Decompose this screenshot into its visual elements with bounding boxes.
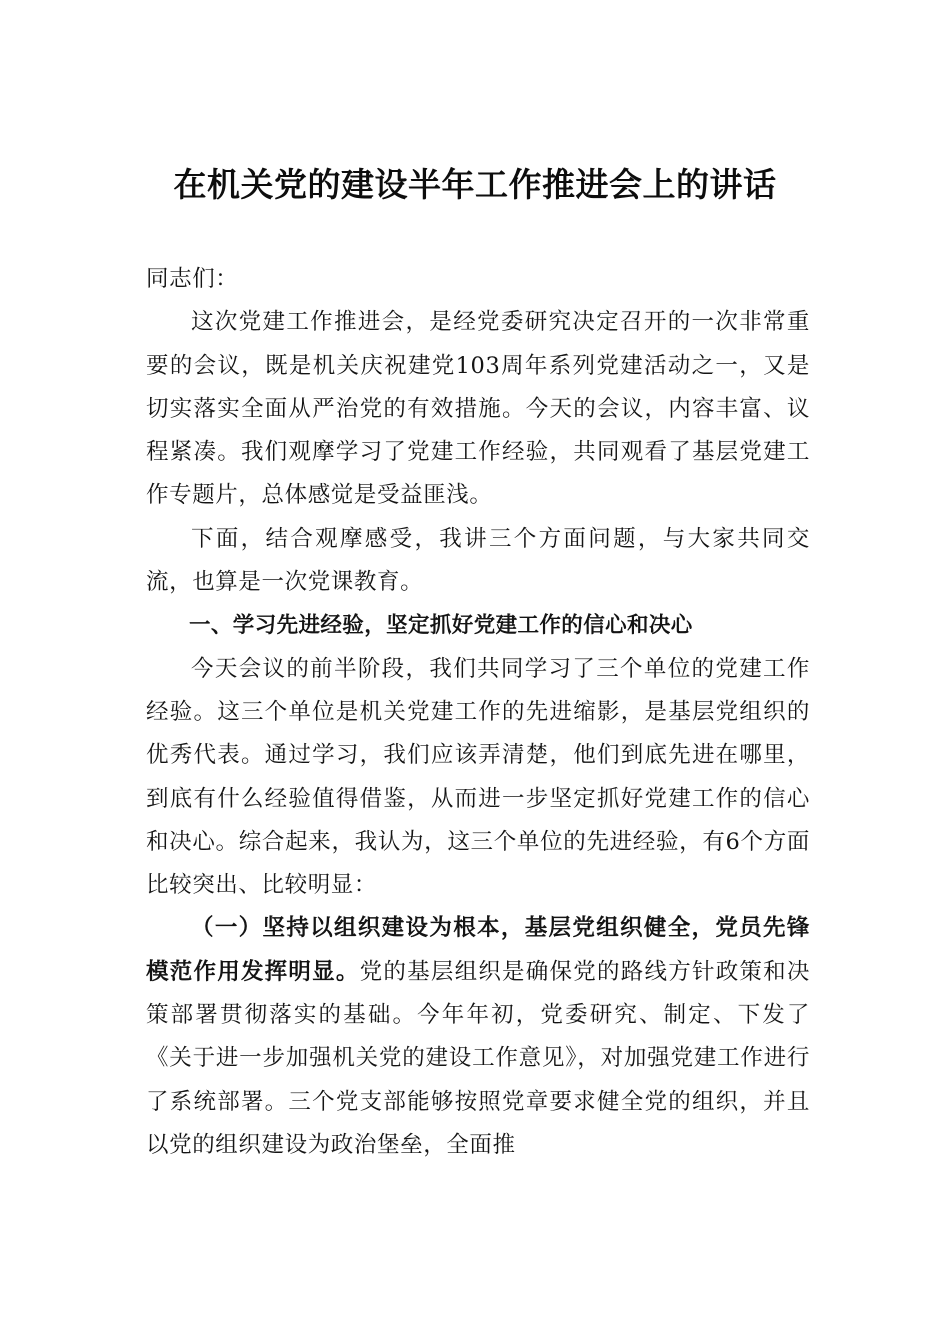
page-title: 在机关党的建设半年工作推进会上的讲话 (173, 165, 777, 204)
salutation: 同志们： (146, 266, 239, 292)
paragraph-organization-text: 党的基层组织是确保党的路线方针政策和决策部署贯彻落实的基础。今年年初，党委研究、制定、下发了《关于进一步加强机关党的建设工作意见》，对加强党建工作进行了系统部署。三个党支部能够按照党章要求健全党的组织，并且以党的组织建设为政治堡垒，全面推 (146, 958, 810, 1158)
sub-heading-1: （一）坚持以组织建设为根本，基层党组织健全，党员先锋模范作用发挥明显。 (146, 915, 810, 985)
paragraph-intro: 这次党建工作推进会，是经党委研究决定召开的一次非常重要的会议，既是机关庆祝建党103周年系列党建活动之一，又是切实落实全面从严治党的有效措施。今天的会议，内容丰富、议程紧凑。我们观摩学习了党建工作经验，共同观看了基层党建工作专题片，总体感觉是受益匪浅。 (146, 309, 810, 509)
paragraph-experience: 今天会议的前半阶段，我们共同学习了三个单位的党建工作经验。这三个单位是机关党建工作的先进缩影，是基层党组织的优秀代表。通过学习，我们应该弄清楚，他们到底先进在哪里，到底有什么经验值得借鉴，从而进一步坚定抓好党建工作的信心和决心。综合起来，我认为，这三个单位的先进经验，有6个方面比较突出、比较明显： (146, 655, 810, 899)
paragraph-organization (146, 907, 810, 1167)
section-heading-1: 一、学习先进经验，坚定抓好党建工作的信心和决心 (189, 613, 693, 639)
paragraph-outline: 下面，结合观摩感受，我讲三个方面问题，与大家共同交流，也算是一次党课教育。 (146, 525, 810, 596)
document-body (146, 258, 810, 1167)
